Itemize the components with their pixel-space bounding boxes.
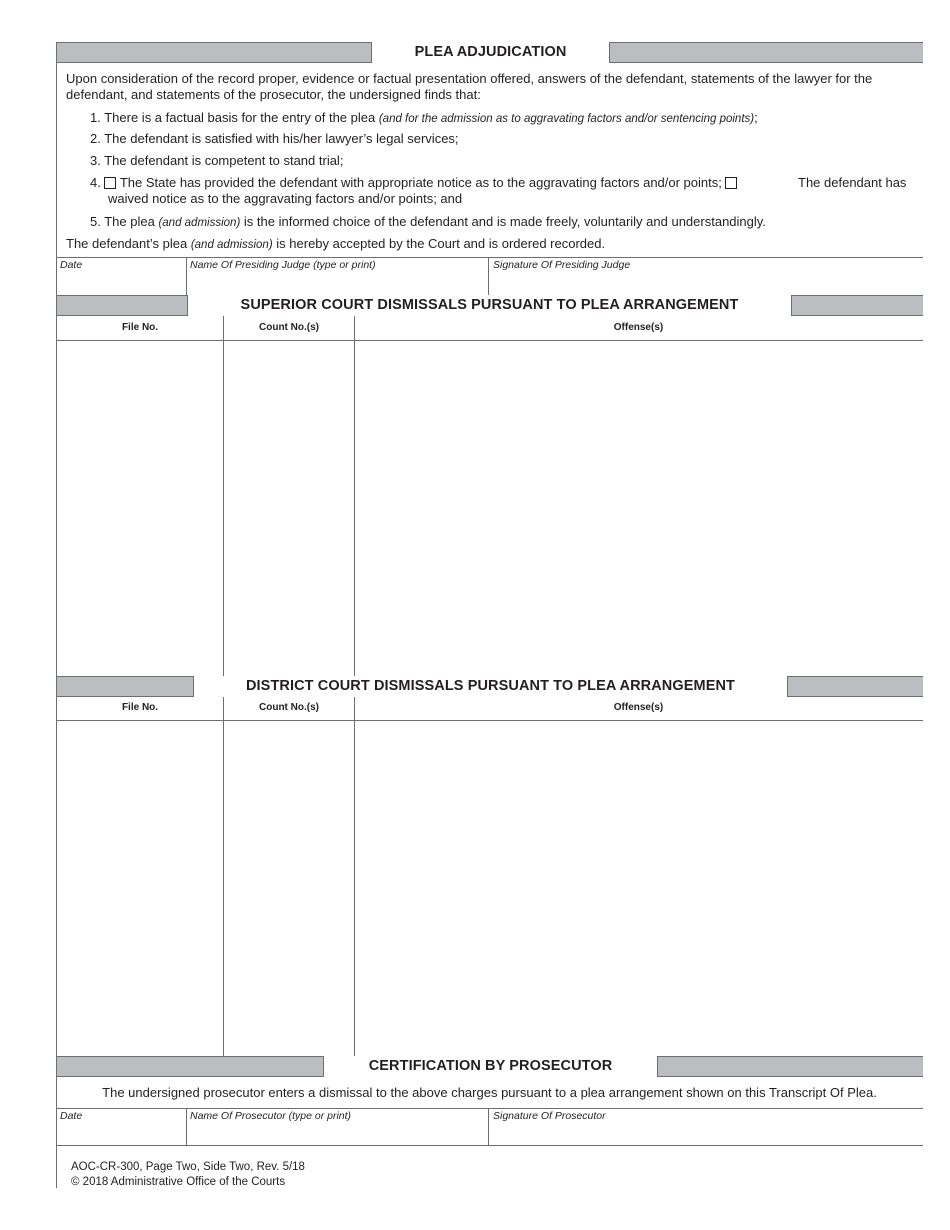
superior-col-file-no: File No. <box>121 322 159 333</box>
judge-name-field[interactable]: Name Of Presiding Judge (type or print) <box>190 259 376 271</box>
superior-court-title: SUPERIOR COURT DISMISSALS PURSUANT TO PLEA ARRANGEMENT <box>187 295 792 316</box>
district-col-file-no: File No. <box>121 702 159 713</box>
superior-count-no-entry[interactable] <box>224 341 354 675</box>
copyright-notice: © 2018 Administrative Office of the Courts <box>71 1176 286 1188</box>
judge-signature-field[interactable]: Signature Of Presiding Judge <box>493 259 631 271</box>
frame-left-edge <box>56 42 57 1188</box>
plea-intro-text: Upon consideration of the record proper, evidence or factual presentation offered, answers of the defendant, statements of the lawyer for the defendant, and statements of the prosecutor, the undersigned finds that: <box>66 71 873 102</box>
finding-1: 1. There is a factual basis for the entry of the plea (and for the admission as to aggravating factors and/or sentencing points); <box>90 110 758 125</box>
prosecutor-date-field[interactable]: Date <box>60 1110 83 1122</box>
finding-3: 3. The defendant is competent to stand trial; <box>90 153 344 168</box>
district-count-no-entry[interactable] <box>224 721 354 1055</box>
district-col-count-no: Count No.(s) <box>259 702 319 713</box>
certification-title: CERTIFICATION BY PROSECUTOR <box>323 1056 658 1077</box>
plea-adjudication-title: PLEA ADJUDICATION <box>371 42 610 63</box>
finding-5: 5. The plea (and admission) is the informed choice of the defendant and is made freely, voluntarily and understandingly. <box>90 214 766 229</box>
district-file-no-entry[interactable] <box>57 721 223 1055</box>
judge-date-field[interactable]: Date <box>60 259 83 271</box>
superior-file-no-entry[interactable] <box>57 341 223 675</box>
district-court-title: DISTRICT COURT DISMISSALS PURSUANT TO PLEA ARRANGEMENT <box>193 676 788 697</box>
certification-statement: The undersigned prosecutor enters a dismissal to the above charges pursuant to a plea arrangement shown on this Transcript Of Plea. <box>102 1085 877 1100</box>
district-offense-entry[interactable] <box>355 721 922 1055</box>
superior-col-count-no: Count No.(s) <box>259 322 319 333</box>
prosecutor-signature-field[interactable]: Signature Of Prosecutor <box>493 1110 606 1122</box>
finding-2: 2. The defendant is satisfied with his/her lawyer’s legal services; <box>90 131 459 146</box>
divider <box>186 257 187 295</box>
district-col-offense: Offense(s) <box>613 702 664 713</box>
divider <box>56 1145 923 1146</box>
prosecutor-name-field[interactable]: Name Of Prosecutor (type or print) <box>190 1110 352 1122</box>
finding-4: 4. The State has provided the defendant with appropriate notice as to the aggravating factors and/or points; <box>90 175 922 191</box>
superior-col-offense: Offense(s) <box>613 322 664 333</box>
form-identifier: AOC-CR-300, Page Two, Side Two, Rev. 5/18 <box>71 1161 305 1173</box>
superior-offense-entry[interactable] <box>355 341 922 675</box>
divider <box>186 1108 187 1145</box>
divider <box>488 1108 489 1145</box>
finding-4-option-2: The defendant has waived notice as to the aggravating factors and/or points; and <box>108 175 907 206</box>
divider <box>488 257 489 295</box>
plea-accepted-statement: The defendant’s plea (and admission) is hereby accepted by the Court and is ordered recorded. <box>66 236 606 251</box>
